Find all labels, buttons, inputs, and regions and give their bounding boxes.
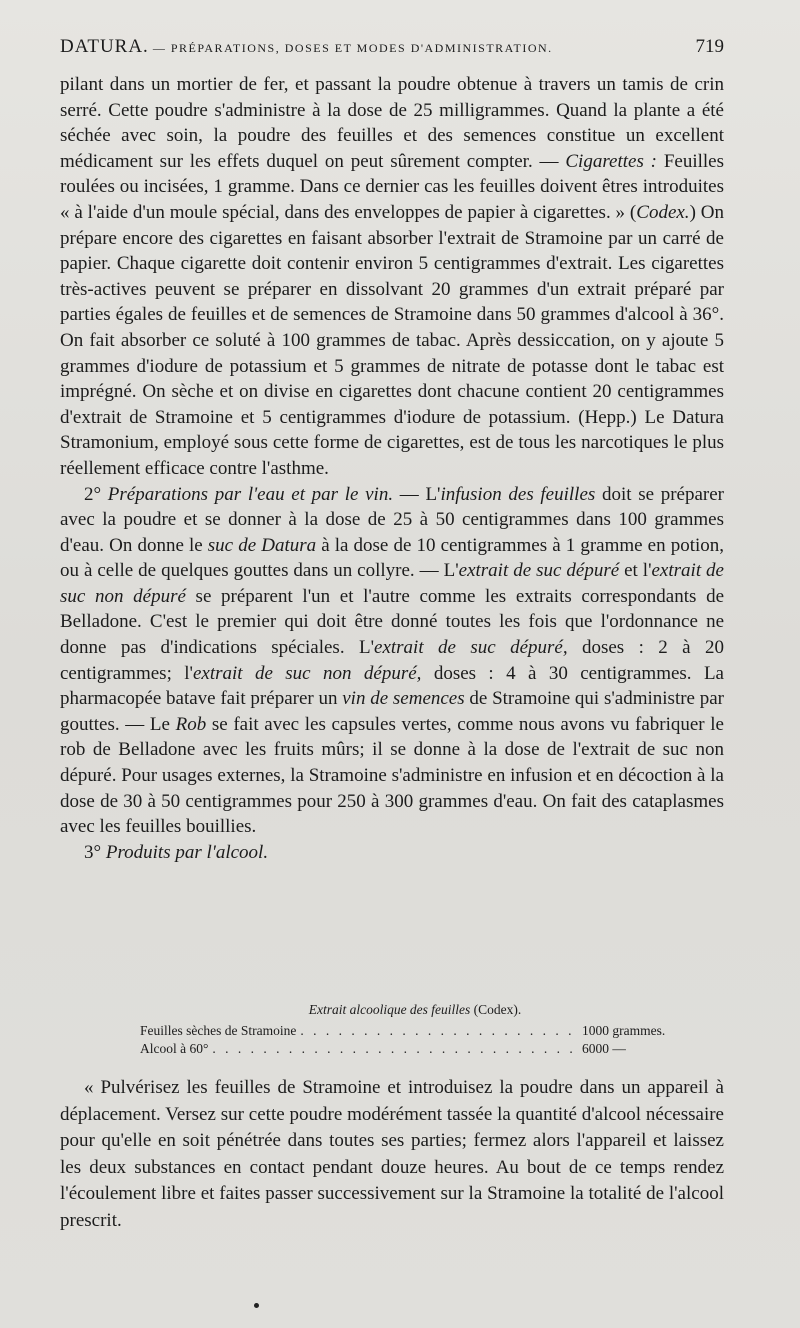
running-header [60,36,724,58]
ingredient-name: Feuilles sèches de Stramoine [140,1023,297,1038]
italic-run: extrait de suc non dépuré, [192,662,422,684]
text-run: 3° [84,841,106,863]
text-run: ) On prépare encore des cigarettes en faisant absorber l'extrait de Stramoine par un carré de papier. Chaque cigarette doit contenir environ 5 centigrammes d'extrait. Les cigarettes très-actives peuvent se préparer en dissolvant 20 grammes d'un extrait préparé par parties égales de feuilles et de semences de Stramoine dans 50 grammes d'alcool à 36°. On fait absorber ce soluté à 100 grammes de tabac. Après dessiccation, on y ajoute 5 grammes d'iodure de potassium et 5 grammes de nitrate de potasse dont le tabac est imprégné. On sèche et on divise en cigarettes dont chacune contient 20 centigrammes d'extrait de Stramoine et 5 centigrammes d'iodure de potassium. (Hepp.) Le Datura Stramonium, employé sous cette forme de cigarettes, est de tous les narcotiques le plus réellement efficace contre l'asthme. [60,201,724,479]
italic-run: Produits par l'alcool. [105,841,269,863]
italic-run: suc de Datura [207,534,317,556]
text-run: doit se préparer avec la poudre et se donner à la dose de 25 à 50 centigrammes dans 100 grammes d'eau. On donne le [60,483,724,556]
text-run: se préparent l'un et l'autre comme les extraits correspondants de Belladone. C'est le premier qui doit être donné toutes les fois que l'ordonnance ne donne pas d'indications spéciales. L' [60,585,724,659]
italic-run: extrait de suc non dépuré [60,560,724,607]
recipe-row [140,1022,690,1040]
italic-run: Préparations par l'eau et par le vin. [107,483,394,505]
recipe-row [140,1040,690,1058]
text-run: se fait avec les capsules vertes, comme nous avons vu fabriquer le rob de Belladone avec les fruits mûrs; il se donne à la dose de l'extrait de suc non dépuré. Pour usages externes, la Stramoine s'administre en infusion et en décoction à la dose de 30 à 50 centigrammes pour 250 à 300 grammes d'eau. On fait des cataplasmes avec les feuilles bouillies. [60,713,724,838]
recipe-title [140,1002,690,1018]
text-run: de Stramoine qui s'administre par gouttes. — Le [60,688,725,735]
italic-run: extrait de suc dépuré [458,560,620,582]
italic-run: Rob [175,713,207,735]
header-subtitle: — PRÉPARATIONS, DOSES ET MODES D'ADMINISTRATION. [152,41,553,55]
italic-run: vin de semences [342,688,465,710]
recipe-table [140,1002,690,1058]
italic-run: extrait de suc dépuré, [374,637,568,659]
dot-leader [300,1022,578,1040]
ingredient-name: Alcool à 60° [140,1041,209,1056]
header-title [60,36,553,58]
recipe-title-plain: (Codex). [470,1002,522,1017]
paragraph-alcohol-heading [60,840,724,866]
page-number: 719 [695,36,724,57]
quote-paragraph: « Pulvérisez les feuilles de Stramoine et introduisez la poudre dans un appareil à déplacement. Versez sur cette poudre modérément tassée la quantité d'alcool nécessaire pour qu'elle en soit pénétrée dans toutes ses parties; fermez alors l'appareil et laissez les deux substances en contact pendant douze heures. Au bout de ce temps rendez l'écoulement libre et faites passer successivement sur la Stramoine la totalité de l'alcool prescrit. [60,1077,724,1231]
paragraph-cigarettes [60,72,724,482]
text-run: doses : 2 à 20 centigrammes; l' [60,637,724,684]
dot-leader [212,1040,578,1058]
paragraph-water-wine [60,482,724,840]
recipe-title-italic: Extrait alcoolique des feuilles [308,1002,471,1017]
text-run: — L' [393,483,441,505]
body-text [60,72,724,865]
text-run: 2° [84,483,108,505]
italic-run: infusion des feuilles [440,483,596,505]
text-run: et l' [619,560,652,582]
header-title-text: DATURA. [60,36,149,57]
procedure-quote [60,1075,724,1234]
text-run: Feuilles roulées ou incisées, 1 gramme. Dans ce dernier cas les feuilles doivent êtres introduites « à l'aide d'un moule spécial, dans des enveloppes de papier à cigarettes. » ( [60,150,724,223]
italic-run: Cigarettes : [565,150,657,172]
italic-run: Codex. [636,201,690,223]
text-run: à la dose de 10 centigrammes à 1 gramme en potion, ou à celle de quelques gouttes dans un collyre. — L' [60,534,725,582]
ingredient-quantity: 6000 — [582,1041,626,1056]
ingredient-quantity: 1000 grammes. [582,1023,666,1038]
ink-dot [254,1303,259,1308]
text-run: doses : 4 à 30 centigrammes. La pharmacopée batave fait préparer un [60,662,724,710]
text-run: pilant dans un mortier de fer, et passant la poudre obtenue à travers un tamis de crin serré. Cette poudre s'administre à la dose de 25 milligrammes. Quand la plante a été séchée avec soin, la poudre des feuilles et des semences constitue un excellent médicament sur les effets duquel on peut sûrement compter. — [60,74,724,172]
